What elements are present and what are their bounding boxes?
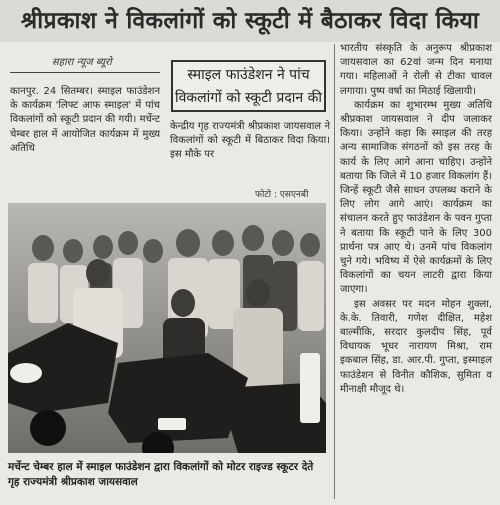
column-divider-right <box>334 44 335 499</box>
news-photo-image <box>8 203 326 453</box>
divider-byline <box>10 72 160 73</box>
right-column-text <box>340 42 492 397</box>
right-column-para-3: इस अवसर पर मदन मोहन शुक्ला, के.के. तिवारी, गणेश दीक्षित, महेश बाल्मीकि, सरदार कुलदीप सिंह, पूर्व विधायक भूधर नारायण मिश्रा, राम इकबाल सिंह, डा. आर.पी. गुप्ता, इस्माइल फाउंडेशन से विनीत कौशिक, सुमिता व मीनाक्षी मौजूद थे। <box>340 298 492 395</box>
photo-credit: फोटो : एसएनबी <box>255 190 309 200</box>
byline: सहारा न्यूज ब्यूरो <box>52 57 112 68</box>
right-column-para-1: भारतीय संस्कृति के अनुरूप श्रीप्रकाश जायसवाल का 62वां जन्म दिन मनाया गया। महिलाओं ने रोली से टीका चावल लगाया। पुष्प वर्षा का मिठाई खिलायी। <box>340 43 492 97</box>
photo-caption: मर्चेन्ट चेम्बर हाल में स्माइल फाउंडेशन द्वारा विकलांगों को मोटर राइज्ड स्कूटर देते गृह राज्यमंत्री श्रीप्रकाश जायसवाल <box>8 461 314 488</box>
boxed-subheading <box>171 60 326 112</box>
left-column-text <box>10 85 160 156</box>
headline: श्रीप्रकाश ने विकलांगों को स्कूटी में बैठाकर विदा किया <box>0 0 500 42</box>
left-column-body: कानपुर. 24 सितम्बर। स्माइल फाउंडेशन के कार्यक्रम 'लिफ्ट आफ स्माइल' में पांच विकलांगों को स्कूटी प्रदान की गयी। मर्चेन्ट चेम्बर हाल में आयोजित कार्यक्रम में मुख्य अतिथि <box>10 86 160 154</box>
news-photo <box>8 203 326 453</box>
right-column-para-2: कार्यक्रम का शुभारम्भ मुख्य अतिथि श्रीप्रकाश जायसवाल ने दीप जलाकर किया। उन्होंने कहा कि स्माइल की तरह अन्य सामाजिक संगठनों को इस तरह के कार्य के लिए आगे आना चाहिए। उन्होंने बताया कि जिले में 10 हजार विकलांग हैं। जिन्हें स्कूटी जैसे साधन उपलब्ध कराने के लिए लोग आगे आएं। कार्यक्रम का संचालन करते हुए फाउंडेशन के पवन गुप्ता ने बताया कि स्कूटी पाने के लिए 300 प्रार्थना पत्र आए थे। उनमें पांच विकलांग चुने गये। भविष्य में ऐसे कार्यक्रमों के लिए विकलांगों का चयन लाटरी द्वारा किया जाएगा। <box>340 99 492 296</box>
middle-column-text <box>170 120 330 163</box>
boxed-subheading-line-2: विकलांगों को स्कूटी प्रदान की <box>174 90 323 106</box>
boxed-subheading-line-1: स्माइल फाउंडेशन ने पांच <box>187 67 310 83</box>
middle-column-body: केन्द्रीय गृह राज्यमंत्री श्रीप्रकाश जायसवाल ने विकलांगों को स्कूटी में बिठाकर विदा किया। इस मौके पर <box>170 121 330 161</box>
